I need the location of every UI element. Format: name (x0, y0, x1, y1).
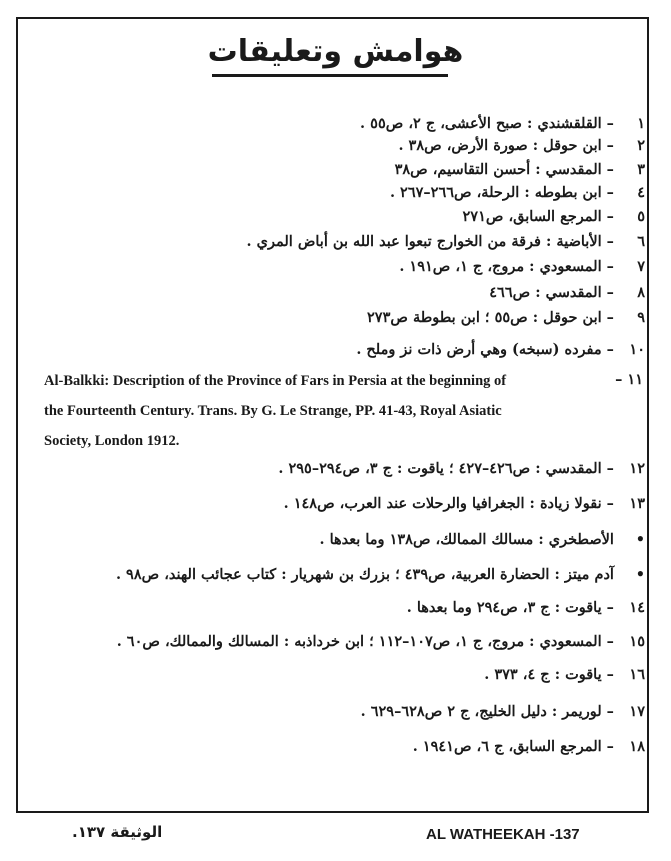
footnote-text: – القلقشندي : صبح الأعشى، ج ٢، ص٥٥ . (360, 115, 614, 132)
footnote-row (24, 665, 645, 685)
footnote-text: – المسعودي : مروج، ج ١، ص١٠٧–١١٢ ؛ ابن خرداذبه : المسالك والممالك، ص٦٠ . (116, 633, 614, 650)
footnote-number: ١٠ (629, 341, 645, 358)
footnote-number: ١ (637, 115, 645, 132)
note-11-num: ١١ (627, 371, 643, 388)
footnote-number: ١٧ (629, 703, 645, 720)
footnote-row (24, 494, 645, 514)
footnote-text: – المقدسي : أحسن التقاسيم، ص٣٨ (394, 161, 614, 178)
footnote-number: ٧ (637, 258, 645, 275)
footnote-row (24, 136, 645, 156)
footnote-number: ٤ (637, 184, 645, 201)
footnote-number: • (635, 531, 645, 548)
title-underline (212, 74, 448, 77)
footnote-number: ١٨ (629, 738, 645, 755)
footnote-text: – مفرده (سبخه) وهي أرض ذات نز وملح . (356, 341, 614, 358)
note-11-dash: – (615, 371, 623, 388)
note-11-line-2: the Fourteenth Century. Trans. By G. Le Strange, PP. 41-43, Royal Asiatic (44, 403, 502, 419)
footnote-row (24, 232, 645, 252)
footnote-row (24, 160, 645, 180)
footnote-row (24, 207, 645, 227)
footnote-number: ١٢ (629, 460, 645, 477)
footnote-text: – المقدسي : ص٤٦٦ (489, 284, 614, 301)
footnote-number: ٩ (637, 309, 645, 326)
footnote-text: – المرجع السابق، ج ٦، ص١٩٤١ . (412, 738, 614, 755)
footnote-text: – الأباضية : فرقة من الخوارج تبعوا عبد الله بن أباض المري . (246, 233, 614, 250)
footnote-row (24, 459, 645, 479)
footnote-number: ٢ (637, 137, 645, 154)
page-title: هوامش وتعليقات (207, 34, 464, 69)
footnote-row (24, 737, 645, 757)
footnote-text: – لوريمر : دليل الخليج، ج ٢ ص٦٢٨–٦٢٩ . (360, 703, 614, 720)
footnote-text: – ياقوت : ج ٣، ص٢٩٤ وما بعدها . (406, 599, 614, 616)
footnote-row (24, 340, 645, 360)
footnote-row (24, 283, 645, 303)
footnote-number: ١٤ (629, 599, 645, 616)
footnote-row (24, 308, 645, 328)
footnote-number: ٦ (637, 233, 645, 250)
footnote-text: – المقدسي : ص٤٢٦–٤٢٧ ؛ ياقوت : ج ٣، ص٢٩٤–٢٩٥ . (278, 460, 614, 477)
footnote-text: – المرجع السابق، ص٢٧١ (462, 208, 614, 225)
footnote-row (24, 183, 645, 203)
footnote-text: – ابن بطوطه : الرحلة، ص٢٦٦–٢٦٧ . (389, 184, 614, 201)
footnote-row (24, 114, 645, 134)
footnote-number: ١٦ (629, 666, 645, 683)
note-11-line-1: Al-Balkki: Description of the Province of Fars in Persia at the beginning of (44, 373, 507, 389)
footnote-text: – ابن حوقل : صورة الأرض، ص٣٨ . (398, 137, 614, 154)
note-11-line-3: Society, London 1912. (44, 433, 180, 449)
footnote-row (24, 598, 645, 618)
footnote-text: الأصطخري : مسالك الممالك، ص١٣٨ وما بعدها . (319, 531, 614, 548)
footnote-row (24, 632, 645, 652)
footnote-row (24, 565, 645, 585)
footer-page-label-latin: AL WATHEEKAH -137 (426, 826, 580, 843)
footer-page-label-arabic: الوثيقة ١٣٧. (72, 823, 163, 841)
footnote-number: ٥ (637, 208, 645, 225)
footnote-text: آدم ميتز : الحضارة العربية، ص٤٣٩ ؛ بزرك بن شهريار : كتاب عجائب الهند، ص٩٨ . (115, 566, 614, 583)
footnote-text: – المسعودي : مروج، ج ١، ص١٩١ . (399, 258, 614, 275)
footnote-number: ١٣ (629, 495, 645, 512)
footnote-text: – نقولا زيادة : الجغرافيا والرحلات عند العرب، ص١٤٨ . (283, 495, 614, 512)
footnote-row (24, 257, 645, 277)
footnote-text: – ياقوت : ج ٤، ٣٧٣ . (484, 666, 614, 683)
footnote-text: – ابن حوقل : ص٥٥ ؛ ابن بطوطة ص٢٧٣ (367, 309, 614, 326)
footnote-row (24, 530, 645, 550)
footnote-number: ١٥ (629, 633, 645, 650)
footnote-number: • (635, 566, 645, 583)
footnote-number: ٣ (637, 161, 645, 178)
footnote-row (24, 702, 645, 722)
note-11-number (615, 371, 643, 388)
footnote-number: ٨ (637, 284, 645, 301)
